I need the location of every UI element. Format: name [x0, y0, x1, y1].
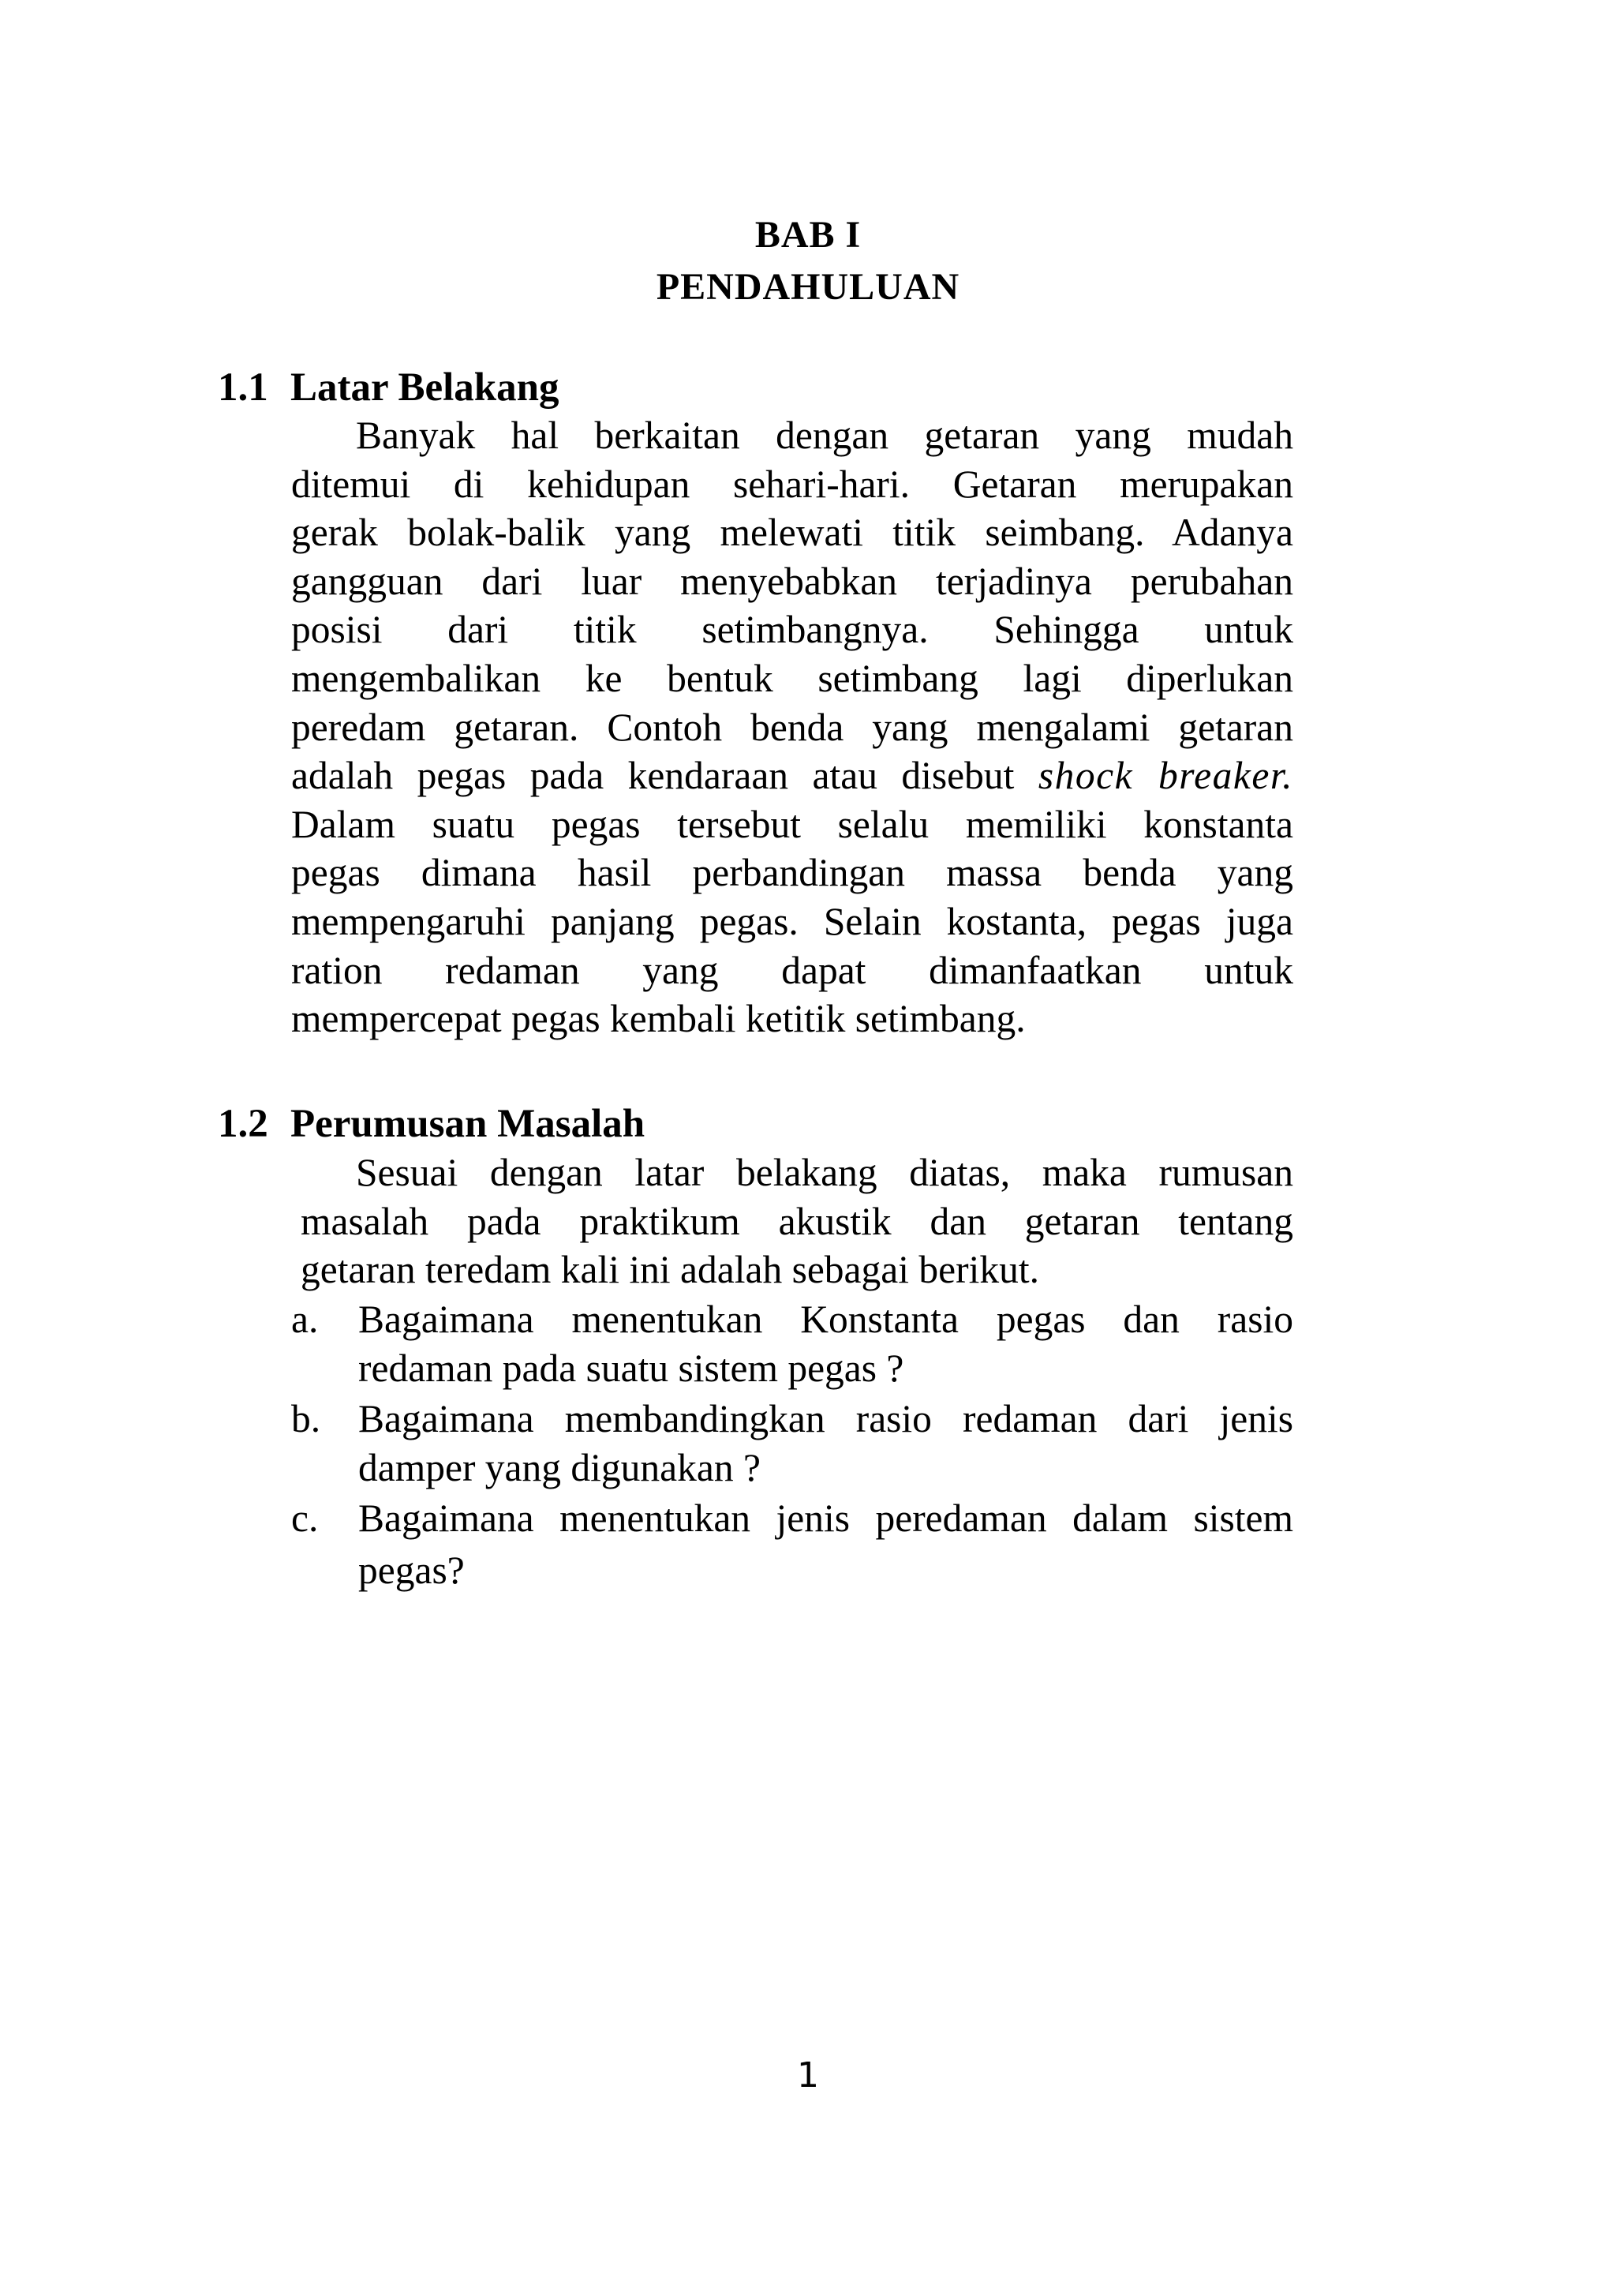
list-item-line: Bagaimana membandingkan rasio redaman dari jenis [358, 1397, 1293, 1441]
paragraph-line-text: adalah pegas pada kendaraan atau disebut [291, 754, 1038, 798]
list-item [291, 1494, 1293, 1594]
paragraph-line: pegas dimana hasil perbandingan massa benda yang [291, 851, 1293, 895]
paragraph-line: peredam getaran. Contoh benda yang mengalami getaran [291, 705, 1293, 749]
list-item [291, 1395, 1293, 1492]
paragraph-line: Dalam suatu pegas tersebut selalu memiliki konstanta [291, 802, 1293, 846]
list-item-text [358, 1395, 1293, 1492]
section-heading-latar-belakang [218, 361, 559, 414]
paragraph-line: mengembalikan ke bentuk setimbang lagi diperlukan [291, 656, 1293, 700]
latar-belakang-paragraph [291, 411, 1293, 1043]
chapter-number: BAB I [754, 214, 862, 256]
chapter-title: PENDAHULUAN [656, 266, 960, 308]
paragraph-line: mempercepat pegas kembali ketitik setimbang. [291, 997, 1026, 1041]
list-item-text [358, 1295, 1293, 1392]
perumusan-masalah-paragraph [301, 1148, 1293, 1294]
section-number: 1.2 [218, 1102, 268, 1146]
problem-list [291, 1295, 1293, 1595]
paragraph-line-with-term [291, 751, 1293, 800]
paragraph-line: gangguan dari luar menyebabkan terjadinya perubahan [291, 559, 1293, 603]
italic-term: shock breaker. [1038, 754, 1293, 798]
paragraph-line: masalah pada praktikum akustik dan getaran tentang [301, 1199, 1293, 1243]
list-item-line: Bagaimana menentukan Konstanta pegas dan rasio [358, 1298, 1293, 1341]
paragraph-line: mempengaruhi panjang pegas. Selain kostanta, pegas juga [291, 899, 1293, 943]
list-item-text [358, 1494, 1293, 1594]
list-marker: c. [291, 1496, 319, 1541]
paragraph-line: gerak bolak-balik yang melewati titik seimbang. Adanya [291, 511, 1293, 555]
list-item-line: redaman pada suatu sistem pegas ? [358, 1346, 904, 1390]
list-item-line: pegas? [358, 1548, 465, 1592]
list-item-line: damper yang digunakan ? [358, 1445, 761, 1489]
chapter-heading [0, 209, 1616, 313]
list-item-line: Bagaimana menentukan jenis peredaman dalam sistem [358, 1496, 1293, 1541]
paragraph-line: ditemui di kehidupan sehari-hari. Getaran merupakan [291, 462, 1293, 506]
section-heading-perumusan-masalah [218, 1098, 645, 1150]
list-marker: b. [291, 1397, 321, 1441]
section-number: 1.1 [218, 365, 268, 410]
page-number: 1 [797, 2055, 819, 2096]
paragraph-line: posisi dari titik setimbangnya. Sehingga untuk [291, 608, 1293, 652]
list-item [291, 1295, 1293, 1392]
paragraph-line: getaran teredam kali ini adalah sebagai berikut. [301, 1248, 1039, 1292]
list-marker: a. [291, 1298, 319, 1341]
section-title: Latar Belakang [290, 365, 559, 410]
paragraph-line: Sesuai dengan latar belakang diatas, maka rumusan [356, 1151, 1293, 1194]
section-title: Perumusan Masalah [290, 1102, 645, 1146]
paragraph-line: Banyak hal berkaitan dengan getaran yang mudah [356, 414, 1293, 457]
paragraph-line: ration redaman yang dapat dimanfaatkan untuk [291, 948, 1293, 992]
